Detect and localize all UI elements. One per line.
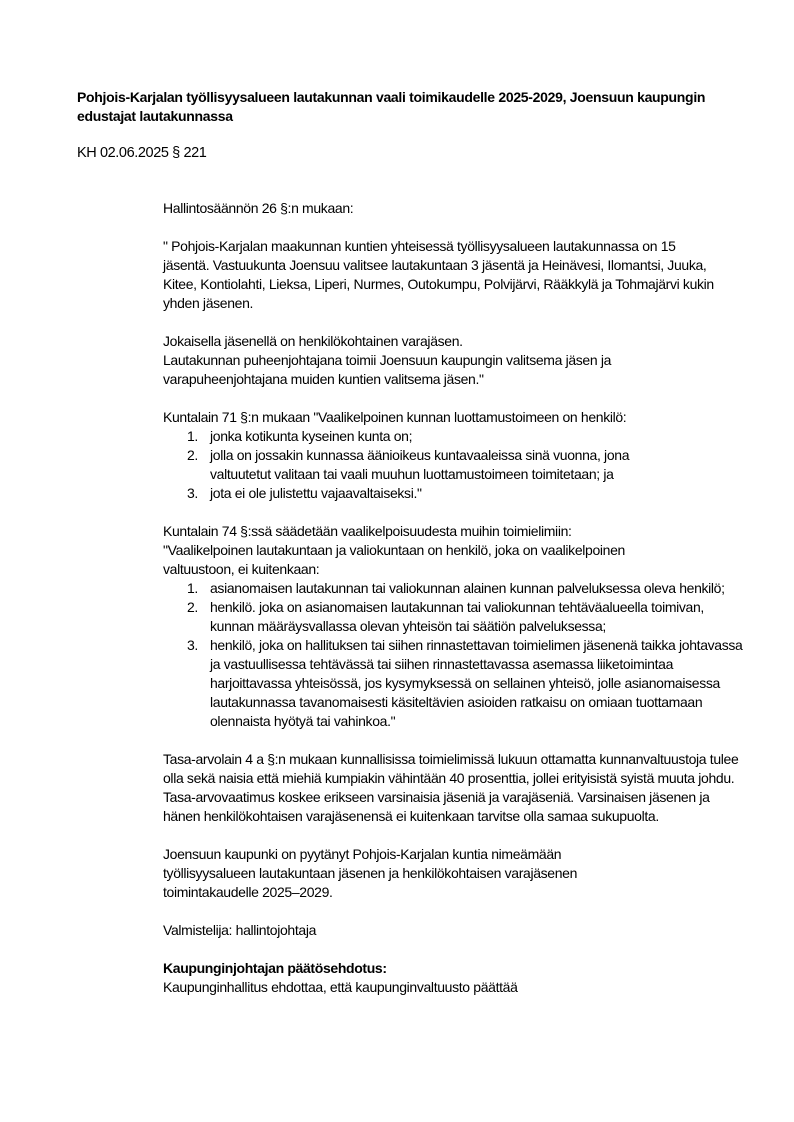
list-item-number: 2. <box>187 599 198 615</box>
list-item-text: asianomaisen lautakunnan tai valiokunnan alainen kunnan palveluksessa oleva henkilö; <box>210 580 725 596</box>
document-title: Pohjois-Karjalan työllisyysalueen lautakunnan vaali toimikaudelle 2025-2029, Joensuun kaupungin edustajat lautakunnassa <box>77 89 706 124</box>
tasa-arvo-paragraph: Tasa-arvolain 4 a §:n mukaan kunnallisissa toimielimissä lukuun ottamatta kunnanvaltuustoja tulee olla sekä naisia että miehiä kumpiakin vähintään 40 prosenttia, jollei erityisistä syistä muuta johdu. Tasa-arvovaatimus koskee erikseen varsinaisia jäseniä ja varajäseniä. Varsinaisen jäsenen ja hänen henkilökohtaisen varajäsenensä ei kuitenkaan tarvitse olla samaa sukupuolta. <box>163 751 739 824</box>
varajasen-paragraph-line1: Jokaisella jäsenellä on henkilökohtainen varajäsen. <box>163 333 463 349</box>
meeting-reference: KH 02.06.2025 § 221 <box>77 145 207 161</box>
preparer-line: Valmistelija: hallintojohtaja <box>163 922 317 938</box>
varajasen-paragraph-line2: Lautakunnan puheenjohtajana toimii Joensuun kaupungin valitsema jäsen ja varapuheenjohtajana muiden kuntien valitsema jäsen." <box>163 352 612 387</box>
list-item-number: 2. <box>187 447 198 463</box>
kuntalaki-74-list <box>163 579 743 731</box>
list-item <box>163 598 743 636</box>
list-item <box>163 446 683 484</box>
proposal-heading: Kaupunginjohtajan päätösehdotus: <box>163 960 387 976</box>
spacer <box>163 826 743 845</box>
list-item-text: jolla on jossakin kunnassa äänioikeus kuntavaaleissa sinä vuonna, jona valtuutetut valitaan tai vaali muuhun luottamustoimeen toimitetaan; ja <box>210 447 630 482</box>
spacer <box>163 389 743 408</box>
hallintosaanto-intro: Hallintosäännön 26 §:n mukaan: <box>163 200 354 216</box>
proposal-text: Kaupunginhallitus ehdottaa, että kaupunginvaltuusto päättää <box>163 979 518 995</box>
list-item-number: 1. <box>187 580 198 596</box>
hallintosaanto-quote: " Pohjois-Karjalan maakunnan kuntien yhteisessä työllisyysalueen lautakunnassa on 15 jäsentä. Vastuukunta Joensuu valitsee lautakuntaan 3 jäsentä ja Heinävesi, Ilomantsi, Juuka, Kitee, Kontiolahti, Lieksa, Liperi, Nurmes, Outokumpu, Polvijärvi, Rääkkylä ja Tohmajärvi kukin yhden jäsenen. <box>163 238 714 311</box>
spacer <box>163 731 743 750</box>
list-item <box>163 427 683 446</box>
list-item <box>163 636 743 731</box>
list-item-number: 3. <box>187 485 198 501</box>
list-item-text: henkilö. joka on asianomaisen lautakunnan tai valiokunnan tehtäväalueella toimivan, kunnan määräysvallassa olevan yhteisön tai säätiön palveluksessa; <box>210 599 704 634</box>
list-item-number: 1. <box>187 428 198 444</box>
spacer <box>163 902 743 921</box>
kuntalaki-71-list <box>163 427 683 503</box>
document-body <box>163 199 743 997</box>
kuntalaki-74-quote-intro: "Vaalikelpoinen lautakuntaan ja valiokuntaan on henkilö, joka on vaalikelpoinen valtuustoon, ei kuitenkaan: <box>163 542 625 577</box>
spacer <box>163 503 743 522</box>
list-item-number: 3. <box>187 637 198 653</box>
list-item-text: henkilö, joka on hallituksen tai siihen rinnastettavan toimielimen jäsenenä taikka johtavassa ja vastuullisessa tehtävässä tai siihen rinnastettavassa asemassa liiketoimintaa harjoittavassa yhteisössä, jos kysymyksessä on sellainen yhteisö, jolle asianomaisessa lautakunnassa tavanomaisesti käsiteltävien asioiden ratkaisu on omiaan tuottamaan olennaista hyötyä tai vahinkoa." <box>210 637 743 729</box>
spacer <box>163 940 743 959</box>
kuntalaki-74-intro: Kuntalain 74 §:ssä säädetään vaalikelpoisuudesta muihin toimielimiin: <box>163 523 572 539</box>
spacer <box>163 218 743 237</box>
list-item-text: jota ei ole julistettu vajaavaltaiseksi." <box>210 485 422 501</box>
kuntalaki-71-intro: Kuntalain 71 §:n mukaan "Vaalikelpoinen kunnan luottamustoimeen on henkilö: <box>163 409 627 425</box>
list-item <box>163 579 743 598</box>
list-item <box>163 484 683 503</box>
list-item-text: jonka kotikunta kyseinen kunta on; <box>210 428 413 444</box>
request-paragraph: Joensuun kaupunki on pyytänyt Pohjois-Karjalan kuntia nimeämään työllisyysalueen lautakuntaan jäsenen ja henkilökohtaisen varajäsenen toimintakaudelle 2025–2029. <box>163 846 578 900</box>
spacer <box>163 313 743 332</box>
